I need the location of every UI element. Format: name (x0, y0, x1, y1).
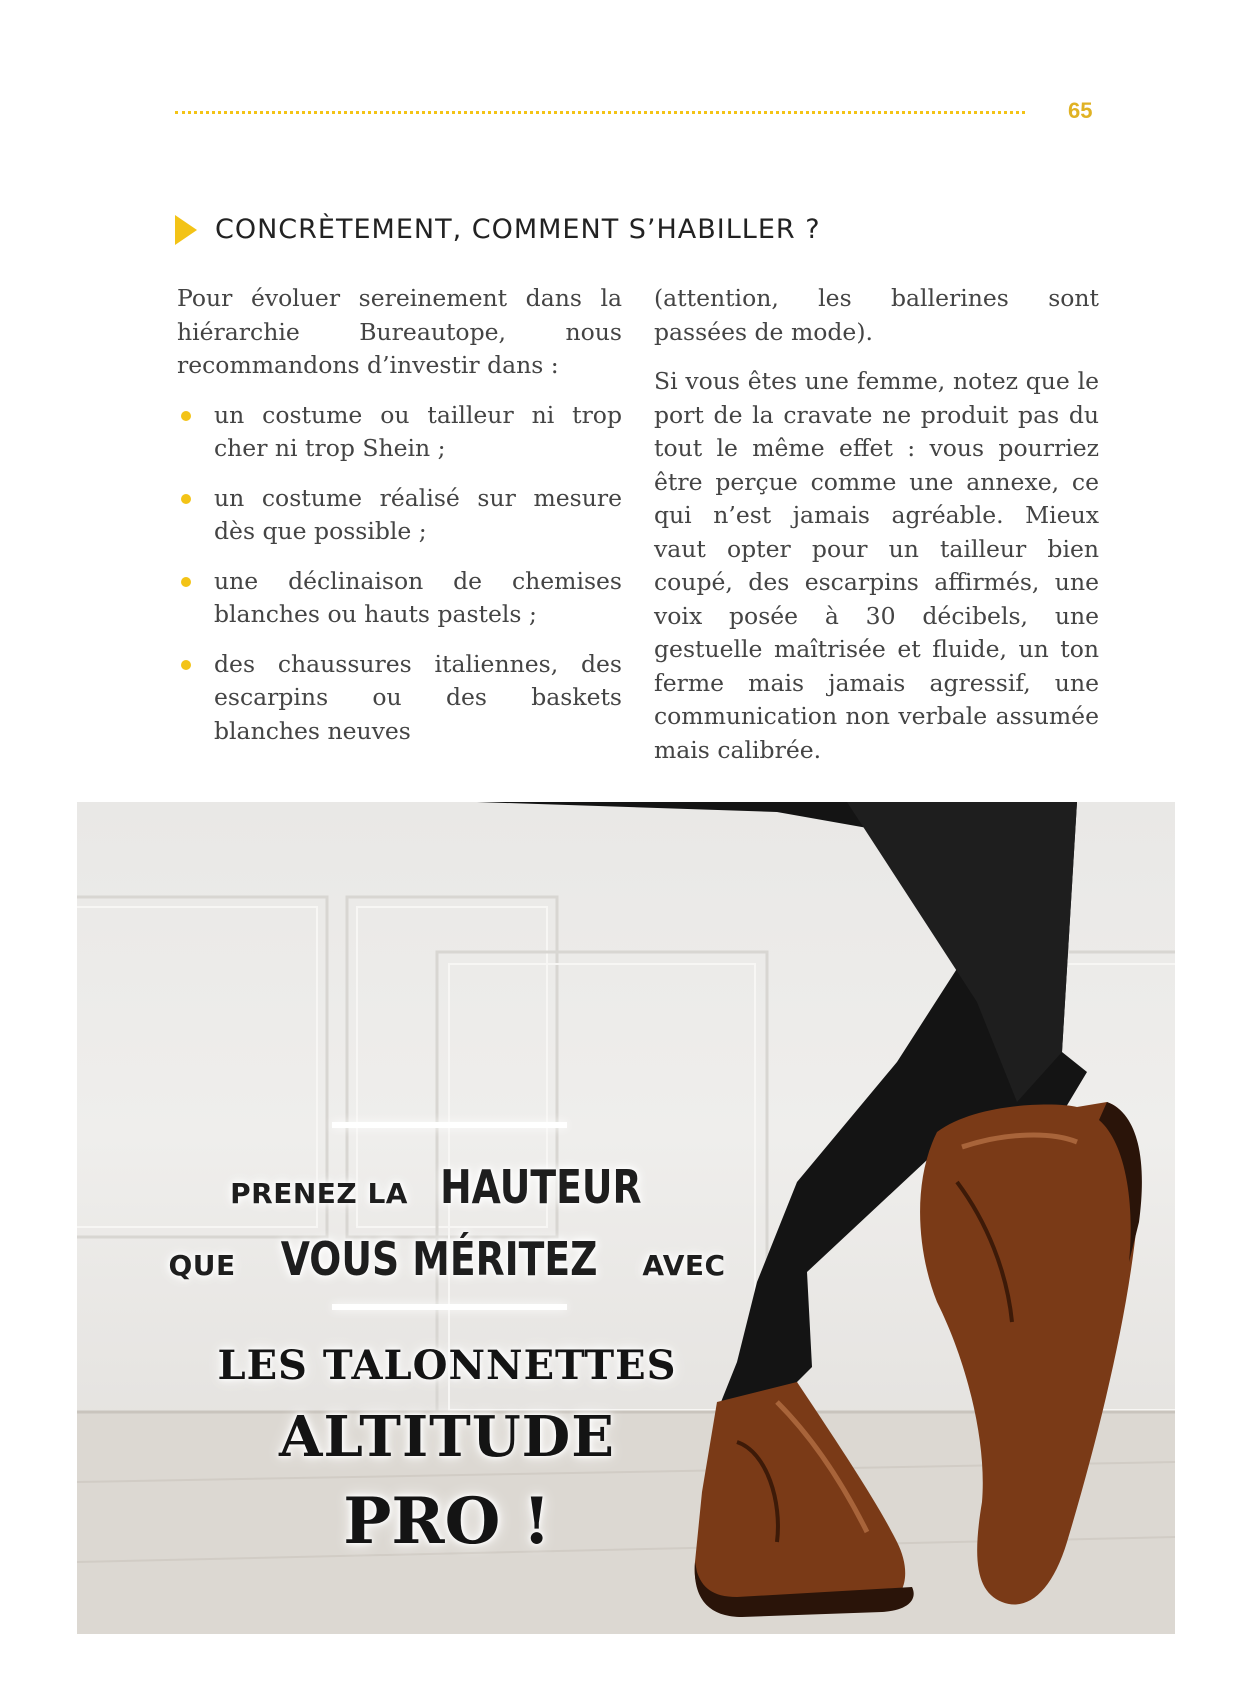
section-heading-text: CONCRÈTEMENT, COMMENT S’HABILLER ? (215, 214, 821, 245)
body-paragraph: Si vous êtes une femme, notez que le port de la cravate ne produit pas du tout le même effet : vous pourriez être perçue comme une annexe, ce qui n’est jamais agréable. Mieux vaut opter pour un tailleur bien coupé, des escarpins affirmés, une voix posée à 30 décibels, une gestuelle maîtrisée et fluide, un ton ferme mais jamais agressif, une communication non verbale assumée mais calibrée. (654, 367, 1099, 764)
ad-slogan-line-2: ALTITUDE (279, 1404, 615, 1470)
ad-line-2 (77, 1232, 817, 1286)
list-item (177, 648, 622, 749)
continuation-paragraph: (attention, les ballerines sont passées de mode). (654, 284, 1099, 346)
right-column (654, 282, 1099, 783)
list-item (177, 482, 622, 549)
ad-slogan-line-3: PRO ! (343, 1484, 551, 1559)
bullet-list (177, 399, 622, 749)
ad-line-1 (77, 1160, 817, 1214)
header-dotted-rule (175, 111, 1025, 114)
bullet-dot-icon (181, 494, 191, 504)
ad-top-rule (332, 1122, 567, 1128)
ad-line-2-big: VOUS MÉRITEZ (280, 1232, 598, 1286)
bullet-dot-icon (181, 660, 191, 670)
page-number: 65 (1068, 98, 1093, 123)
ad-line-1-small: PRENEZ LA (230, 1177, 419, 1210)
ad-bottom-rule (332, 1304, 567, 1310)
ad-line-2-small-a: QUE (168, 1249, 246, 1282)
section-heading (175, 214, 821, 245)
intro-paragraph: Pour évoluer sereinement dans la hiérarchie Bureautope, nous recommandons d’investir dans : (177, 284, 622, 379)
list-item (177, 565, 622, 632)
list-item-text: une déclinaison de chemises blanches ou hauts pastels ; (214, 566, 622, 628)
list-item-text: un costume réalisé sur mesure dès que possible ; (214, 483, 622, 545)
advertisement-photo (77, 802, 1175, 1634)
list-item-text: un costume ou tailleur ni trop cher ni trop Shein ; (214, 400, 622, 462)
advertisement-text (77, 802, 1175, 1634)
list-item-text: des chaussures italiennes, des escarpins ou des baskets blanches neuves (214, 649, 622, 745)
ad-line-1-big: HAUTEUR (440, 1160, 642, 1214)
bullet-dot-icon (181, 411, 191, 421)
list-item (177, 399, 622, 466)
ad-slogan-line-1: LES TALONNETTES (217, 1342, 677, 1389)
triangle-bullet-icon (175, 215, 197, 245)
left-column (177, 282, 622, 764)
bullet-dot-icon (181, 577, 191, 587)
ad-line-2-small-b: AVEC (632, 1249, 726, 1282)
